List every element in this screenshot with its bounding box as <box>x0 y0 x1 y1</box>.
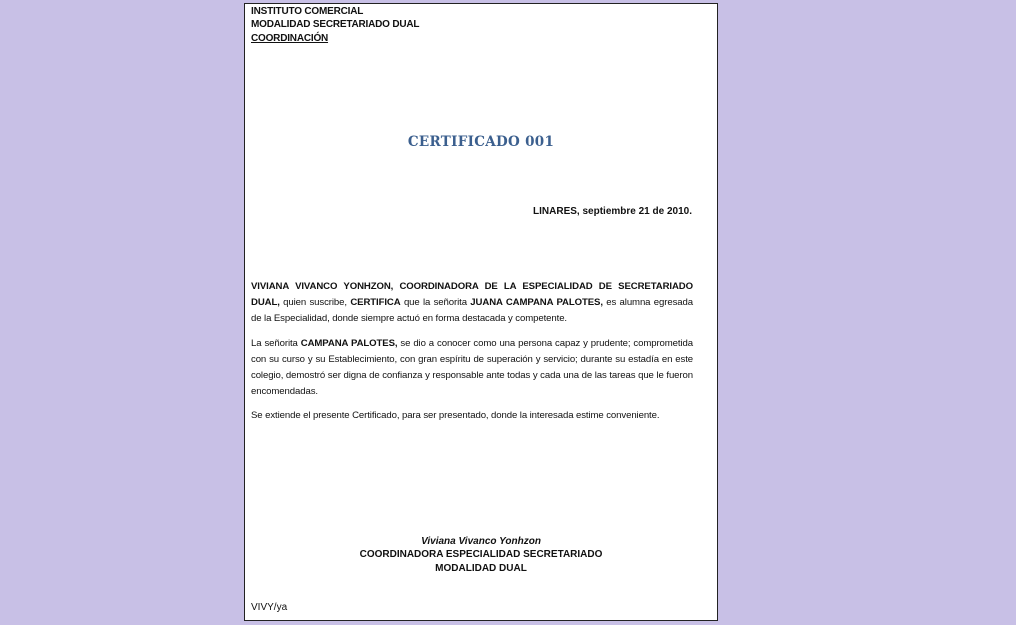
text: La señorita <box>251 338 301 349</box>
student-name: JUANA CAMPANA PALOTES, <box>470 297 603 308</box>
signatory-modality: MODALIDAD DUAL <box>435 563 527 574</box>
reference-initials: VIVY/ya <box>251 602 288 613</box>
text: quien suscribe, <box>279 297 351 308</box>
text: es alumna egresada de la Especialidad, donde siempre actuó en forma destacada y competente. <box>251 297 693 324</box>
text: se dio a conocer como una persona capaz y prudente; comprometida con su curso y su Establecimiento, con gran espíritu de superación y servicio; durante su estadía en este colegio, demostró ser digna de confianza y responsable ante todas y cada una de las tareas que le fueron encomendadas. <box>251 338 693 397</box>
text: que la señorita <box>400 297 471 308</box>
paragraph-closing: Se extiende el presente Certificado, para ser presentado, donde la interesada estime conveniente. <box>251 410 660 421</box>
department-name: COORDINACIÓN <box>251 33 329 44</box>
institution-name: INSTITUTO COMERCIAL <box>251 6 364 17</box>
modality-name: MODALIDAD SECRETARIADO DUAL <box>251 19 420 30</box>
paragraph-certification <box>251 279 693 327</box>
certifies-keyword: CERTIFICA <box>350 297 401 308</box>
issuer: VIVIANA VIVANCO YONHZON, COORDINADORA DE LA ESPECIALIDAD DE SECRETARIADO DUAL, <box>251 281 693 308</box>
document-date: LINARES, septiembre 21 de 2010. <box>533 206 692 217</box>
document-title: CERTIFICADO 001 <box>407 134 555 150</box>
signatory-name: Viviana Vivanco Yonhzon <box>421 536 541 547</box>
signatory-role: COORDINADORA ESPECIALIDAD SECRETARIADO <box>359 549 603 560</box>
student-surname: CAMPANA PALOTES, <box>300 338 398 349</box>
paragraph-conduct <box>251 336 693 400</box>
certificate-page <box>244 3 718 621</box>
